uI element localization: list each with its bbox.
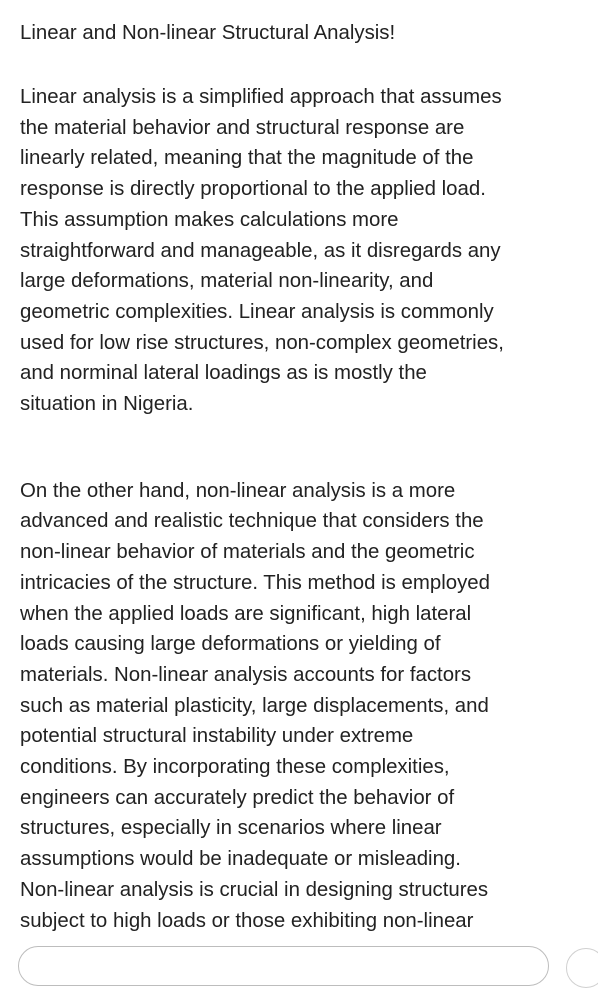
paragraph-line: advanced and realistic technique that considers the: [20, 510, 484, 533]
post-title: Linear and Non-linear Structural Analysis!: [20, 22, 396, 44]
paragraph-line: This assumption makes calculations more: [20, 208, 399, 231]
paragraph-line: used for low rise structures, non-complex geometries,: [20, 331, 504, 354]
paragraph-line: and norminal lateral loadings as is mostly the: [20, 362, 427, 385]
paragraph-line: linearly related, meaning that the magnitude of the: [20, 147, 474, 170]
paragraph-line: geometric complexities. Linear analysis is commonly: [20, 300, 494, 323]
reply-input-pill[interactable]: [18, 946, 549, 986]
paragraph-line: Non-linear analysis is crucial in designing structures: [20, 878, 489, 901]
paragraph-line: large deformations, material non-linearity, and: [20, 270, 434, 293]
action-circle-button[interactable]: [566, 948, 598, 988]
paragraph-line: response is directly proportional to the applied load.: [20, 178, 486, 201]
paragraph-line: engineers can accurately predict the behavior of: [20, 786, 455, 809]
paragraph-line: conditions. By incorporating these complexities,: [20, 756, 450, 779]
paragraph-line: the material behavior and structural response are: [20, 116, 465, 139]
paragraph-line: assumptions would be inadequate or misleading.: [20, 848, 461, 871]
paragraph-line: such as material plasticity, large displacements, and: [20, 694, 489, 717]
paragraph-line: non-linear behavior of materials and the geometric: [20, 541, 475, 564]
paragraph-line: structures, especially in scenarios where linear: [20, 817, 442, 840]
paragraph-line: potential structural instability under extreme: [20, 725, 414, 748]
paragraph-line: Linear analysis is a simplified approach that assumes: [20, 86, 502, 108]
post-body: [20, 18, 586, 936]
paragraph-spacer: [20, 420, 586, 476]
bottom-action-bar: [0, 936, 598, 960]
paragraph-line: situation in Nigeria.: [20, 393, 194, 416]
paragraph-line: straightforward and manageable, as it disregards any: [20, 239, 501, 262]
paragraph-line: On the other hand, non-linear analysis is a more: [20, 479, 456, 502]
paragraph-line: materials. Non-linear analysis accounts for factors: [20, 663, 472, 686]
paragraph-line: intricacies of the structure. This method is employed: [20, 571, 490, 594]
paragraph-line: loads causing large deformations or yielding of: [20, 633, 441, 656]
paragraph-line: when the applied loads are significant, high lateral: [20, 602, 472, 625]
paragraph-nonlinear-analysis: [20, 476, 586, 936]
paragraph-linear-analysis: [20, 82, 586, 420]
paragraph-line: subject to high loads or those exhibiting non-linear: [20, 909, 474, 932]
